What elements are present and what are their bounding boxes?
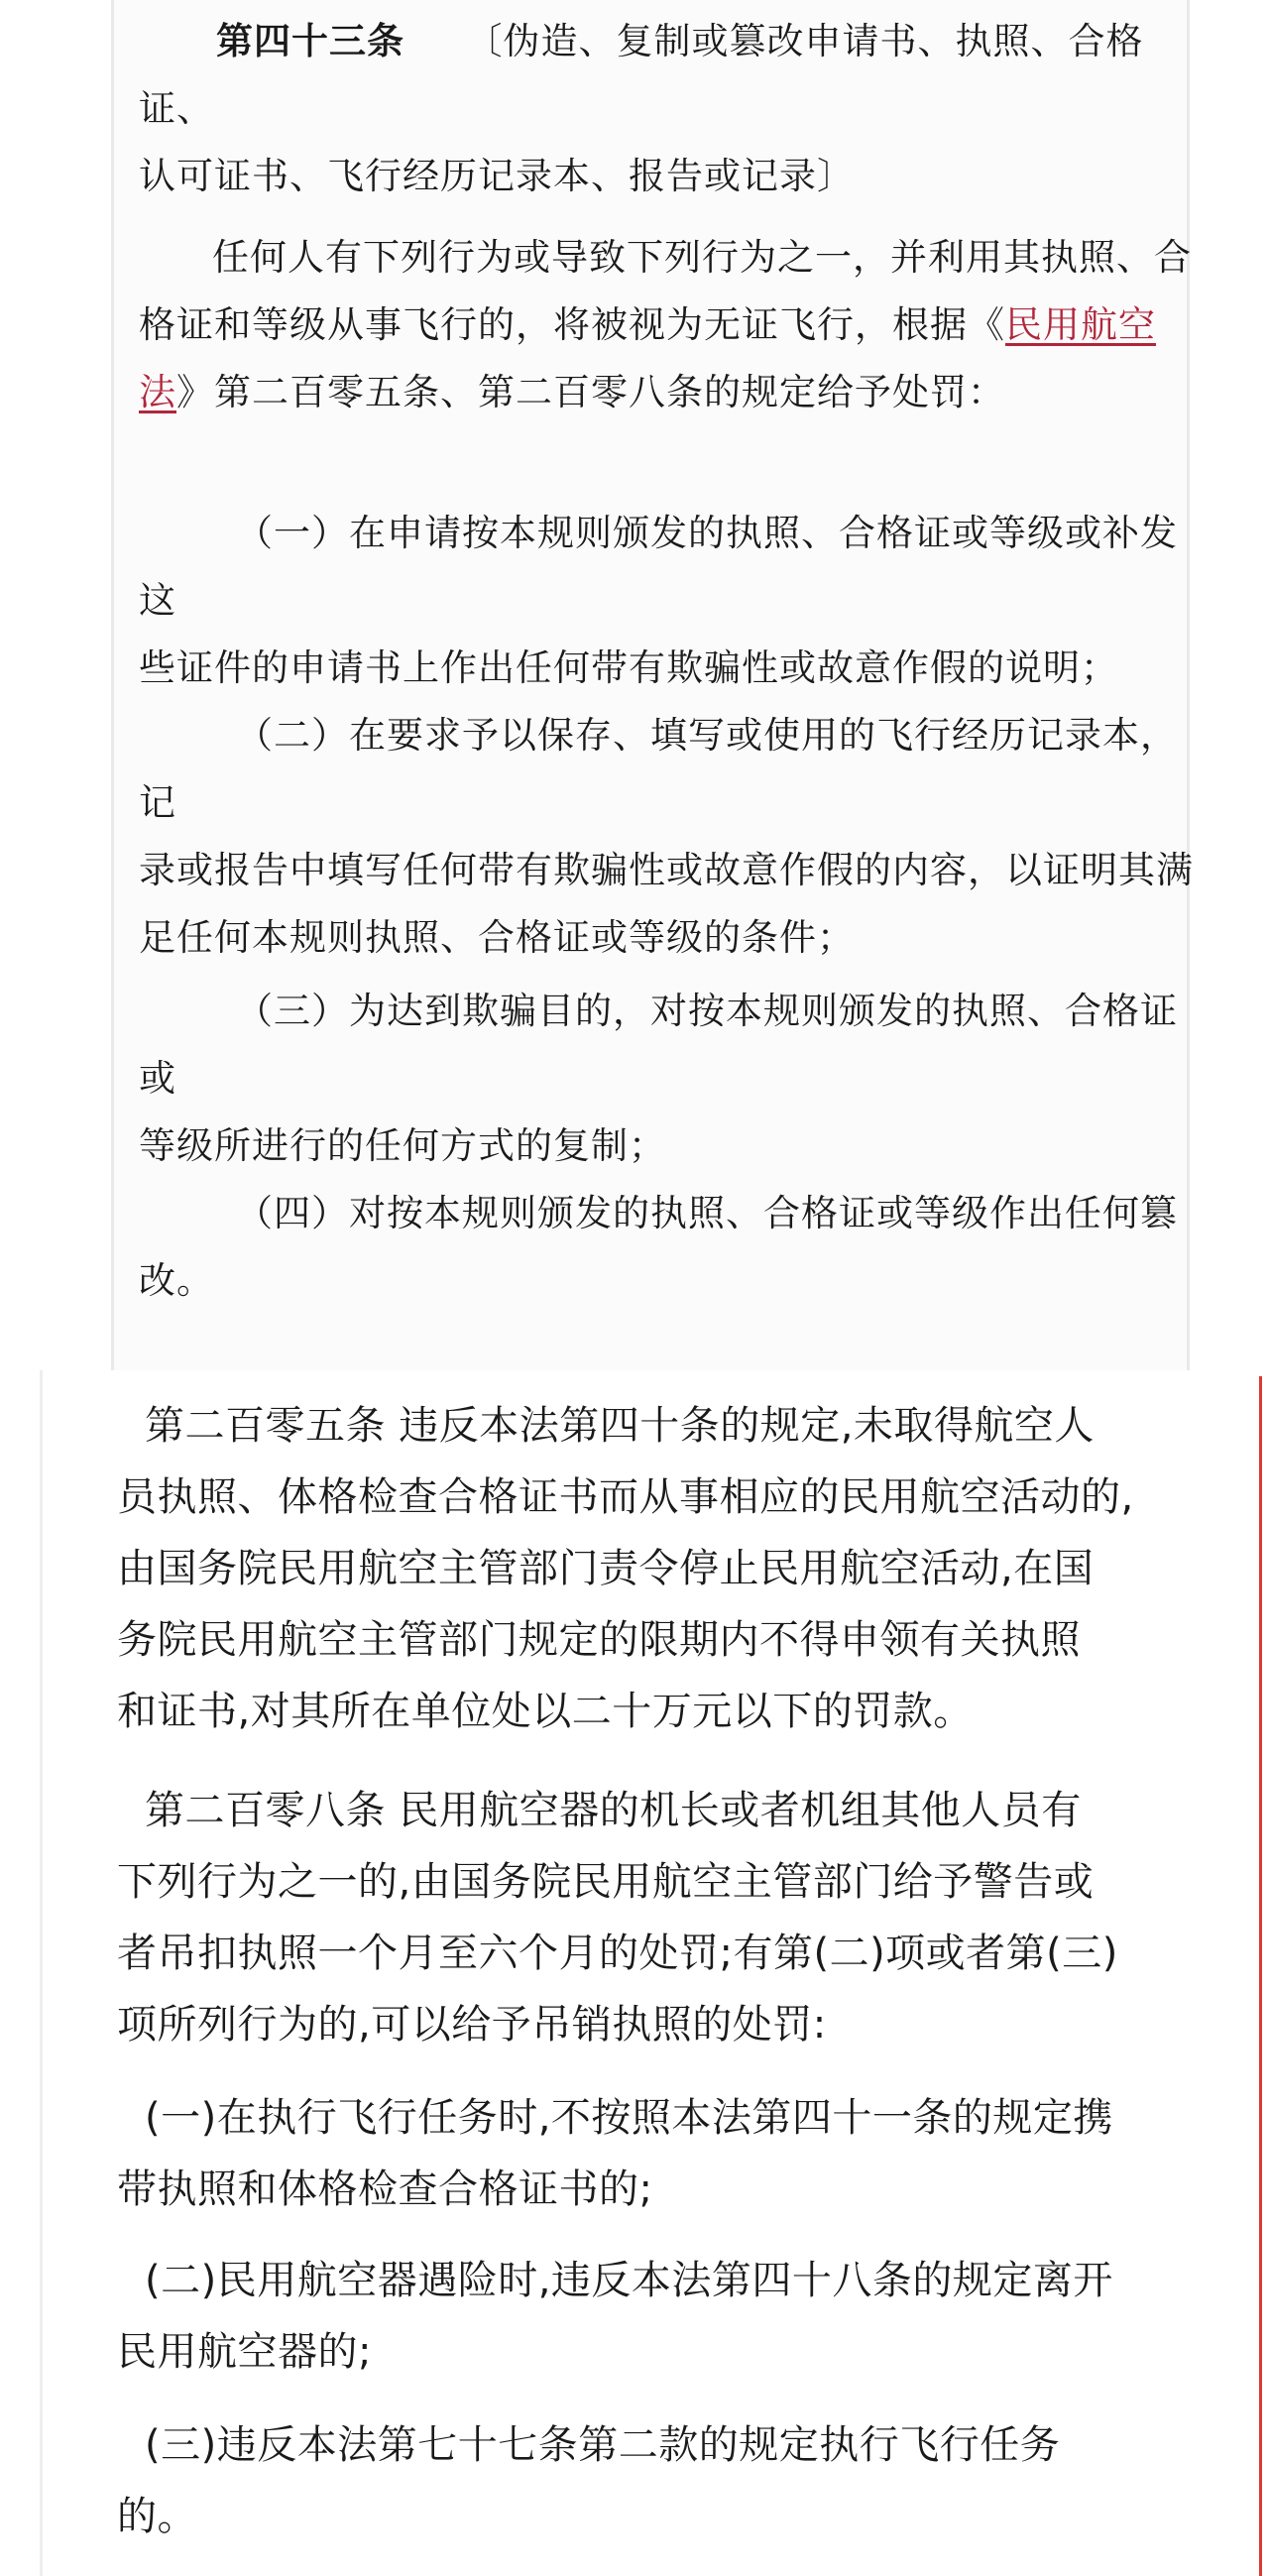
- item-1: （一）在申请按本规则颁发的执照、合格证或等级或补发这 些证件的申请书上作出任何带有欺骗性或故意作假的说明；: [139, 512, 1178, 689]
- law-article-208: 第二百零八条 民用航空器的机长或者机组其他人员有 下列行为之一的,由国务院民用航空主管部门给予警告或 者吊扣执照一个月至六个月的处罚;有第(二)项或者第(三) 项所列行为的,可以给予吊销执照的处罚:: [117, 1788, 1118, 2048]
- intro-line: 格证和等级从事飞行的，将被视为无证飞行，根据《民用航空: [139, 303, 1156, 346]
- red-divider: [1259, 1376, 1262, 2576]
- law-item-2: (二)民用航空器遇险时,违反本法第四十八条的规定离开 民用航空器的;: [117, 2258, 1113, 2375]
- item-4: （四）对按本规则颁发的执照、合格证或等级作出任何篡 改。: [139, 1192, 1178, 1302]
- intro-line: 法》第二百零五条、第二百零八条的规定给予处罚：: [139, 371, 1005, 413]
- item-3: （三）为达到欺骗目的，对按本规则颁发的执照、合格证或 等级所进行的任何方式的复制；: [139, 990, 1178, 1167]
- civil-aviation-law-link-cont[interactable]: 法: [139, 371, 176, 413]
- article-subtitle-cont: 认可证书、飞行经历记录本、报告或记录〕: [139, 155, 855, 197]
- law-article-205: 第二百零五条 违反本法第四十条的规定,未取得航空人 员执照、体格检查合格证书而从事相应的民用航空活动的, 由国务院民用航空主管部门责令停止民用航空活动,在国 务院民用航空主管部门规定的限期内不得申领有关执照 和证书,对其所在单位处以二十万元以下的罚款。: [117, 1403, 1134, 1734]
- item-2: （二）在要求予以保存、填写或使用的飞行经历记录本，记 录或报告中填写任何带有欺骗性或故意作假的内容，以证明其满 足任何本规则执照、合格证或等级的条件；: [139, 714, 1194, 959]
- article-43-intro: [139, 224, 1200, 426]
- article-43-heading: [139, 8, 1200, 210]
- intro-line: 任何人有下列行为或导致下列行为之一，并利用其执照、合: [212, 236, 1192, 279]
- article-title: 第四十三条: [216, 20, 404, 62]
- law-item-1: (一)在执行飞行任务时,不按照本法第四十一条的规定携 带执照和体格检查合格证书的;: [117, 2095, 1113, 2212]
- law-item-3: (三)违反本法第七十七条第二款的规定执行飞行任务 的。: [117, 2422, 1061, 2539]
- article-subtitle: 〔伪造、复制或篡改申请书、执照、合格证、: [139, 20, 1144, 130]
- civil-aviation-law-link[interactable]: 民用航空: [1005, 303, 1156, 346]
